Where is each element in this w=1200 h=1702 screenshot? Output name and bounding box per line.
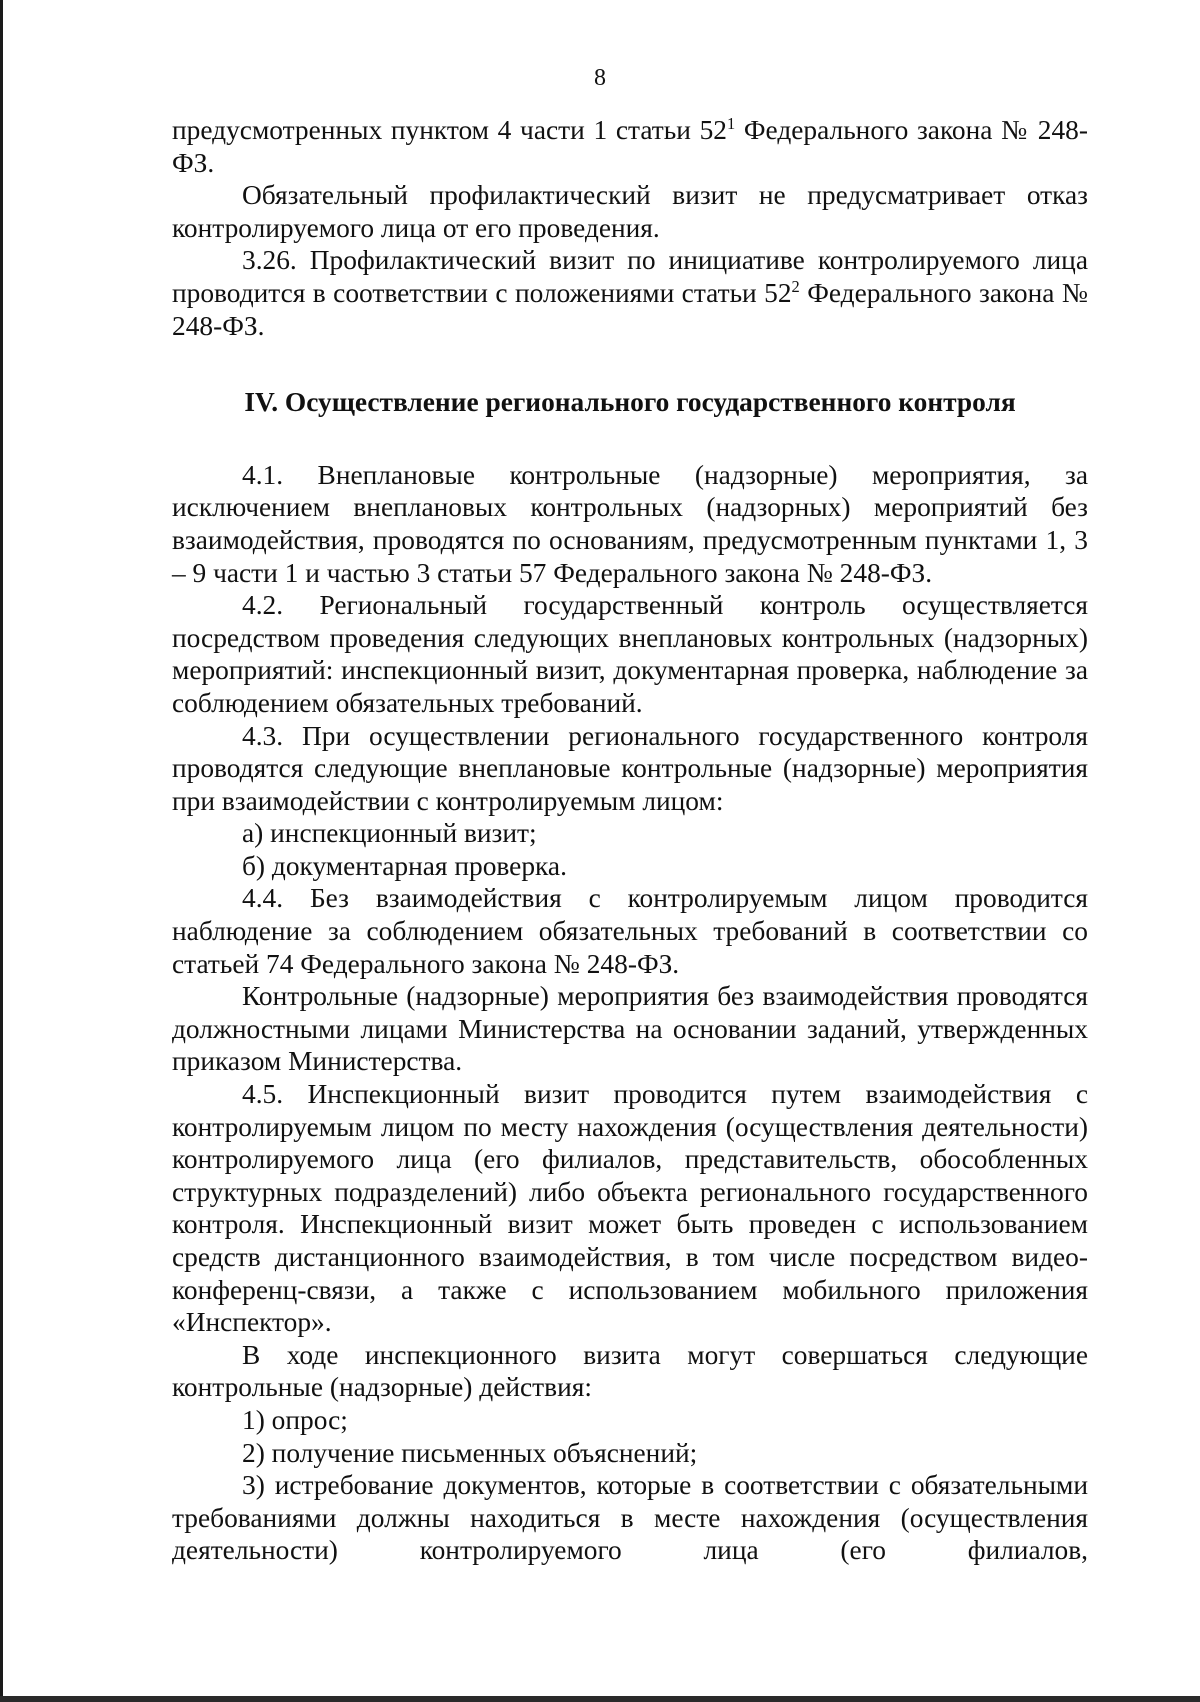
paragraph-p0 bbox=[172, 114, 1088, 179]
paragraphs-after-heading bbox=[172, 459, 1088, 1567]
scan-edge-left bbox=[0, 0, 3, 1702]
text-run: Обязательный профилактический визит не предусматривает отказ контролируемого лица от его проведения. bbox=[172, 180, 1088, 243]
text-run: 1) опрос; bbox=[242, 1404, 348, 1435]
list-item-2 bbox=[172, 1437, 1088, 1470]
text-run: 4.2. Региональный государственный контроль осуществляется посредством проведения следующих внеплановых контрольных (надзорных) мероприятий: инспекционный визит, документарная проверка, наблюдение за соблюдением обязательных требований. bbox=[172, 590, 1088, 718]
spacer bbox=[172, 342, 1088, 386]
paragraph-4-2 bbox=[172, 589, 1088, 719]
text-run: предусмотренных пунктом 4 части 1 статьи 52 bbox=[172, 115, 727, 145]
paragraph-no-interaction bbox=[172, 980, 1088, 1078]
paragraph-p1 bbox=[172, 179, 1088, 244]
paragraph-4-1 bbox=[172, 459, 1088, 589]
paragraph-4-4 bbox=[172, 882, 1088, 980]
text-run: 4.3. При осуществлении регионального государственного контроля проводятся следующие внеплановые контрольные (надзорные) мероприятия при взаимодействии с контролируемым лицом: bbox=[172, 720, 1088, 816]
list-item-b bbox=[172, 850, 1088, 883]
section-heading: IV. Осуществление регионального государственного контроля bbox=[244, 387, 1016, 418]
text-run: Федерального закона № 248-ФЗ. bbox=[172, 277, 1088, 341]
document-body bbox=[172, 114, 1088, 1567]
paragraph-4-3 bbox=[172, 720, 1088, 818]
text-run: Федерального закона № 248-ФЗ. bbox=[172, 115, 1088, 178]
page-number: 8 bbox=[594, 65, 606, 91]
text-run: 4.1. Внеплановые контрольные (надзорные) мероприятия, за исключением внеплановых контрольных (надзорных) мероприятий без взаимодействия, проводятся по основаниям, предусмотренным пунктами 1, 3 – 9 части 1 и частью 3 статьи 57 Федерального закона № 248-ФЗ. bbox=[172, 459, 1088, 588]
text-run: а) инспекционный визит; bbox=[242, 818, 537, 849]
superscript: 1 bbox=[726, 113, 736, 133]
superscript: 2 bbox=[791, 276, 800, 296]
list-item-a bbox=[172, 817, 1088, 850]
text-run: Контрольные (надзорные) мероприятия без взаимодействия проводятся должностными лицами Министерства на основании заданий, утвержденных приказом Министерства. bbox=[172, 981, 1088, 1077]
spacer bbox=[172, 419, 1088, 459]
text-run: б) документарная проверка. bbox=[242, 850, 567, 881]
paragraph-4-5 bbox=[172, 1078, 1088, 1339]
list-item-3 bbox=[172, 1469, 1088, 1567]
paragraphs-before-heading bbox=[172, 114, 1088, 342]
paragraph-inspection-actions bbox=[172, 1339, 1088, 1404]
text-run: 3.26. Профилактический визит по инициативе контролируемого лица проводится в соответствии с положениями статьи 52 bbox=[172, 245, 1088, 308]
text-run: В ходе инспекционного визита могут совершаться следующие контрольные (надзорные) действия: bbox=[172, 1339, 1088, 1403]
scan-edge-bottom bbox=[0, 1696, 1200, 1702]
text-run: 4.5. Инспекционный визит проводится путем взаимодействия с контролируемым лицом по месту нахождения (осуществления деятельности) контролируемого лица (его филиалов, представительств, обособленных структурных подразделений) либо объекта регионального государственного контроля. Инспекционный визит может быть проведен с использованием средств дистанционного взаимодействия, в том числе посредством видео-конференц-связи, а также с использованием мобильного приложения «Инспектор». bbox=[172, 1079, 1088, 1338]
paragraph-p2 bbox=[172, 244, 1088, 342]
text-run: 2) получение письменных объяснений; bbox=[242, 1437, 698, 1468]
list-item-1 bbox=[172, 1404, 1088, 1437]
text-run: 3) истребование документов, которые в соответствии с обязательными требованиями должны находиться в месте нахождения (осуществления деятельности) контролируемого лица (его филиалов, bbox=[172, 1470, 1088, 1566]
text-run: 4.4. Без взаимодействия с контролируемым лицом проводится наблюдение за соблюдением обязательных требований в соответствии со статьей 74 Федерального закона № 248-ФЗ. bbox=[172, 883, 1088, 979]
